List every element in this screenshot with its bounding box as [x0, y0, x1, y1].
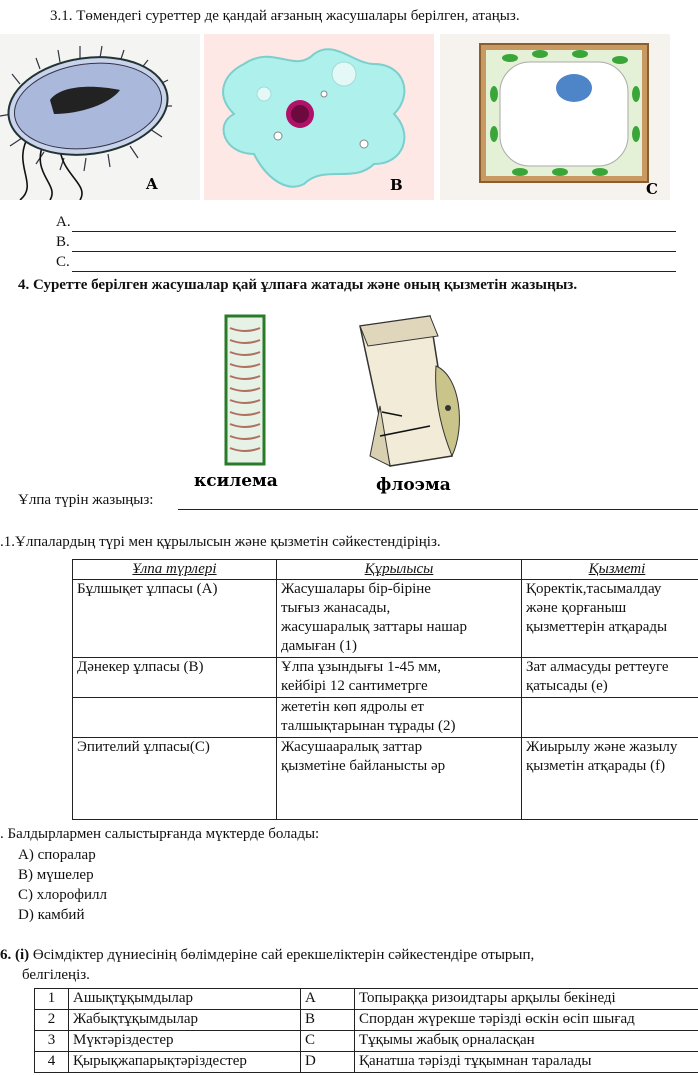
- tissue-type-cell: [73, 698, 277, 738]
- option-b[interactable]: В) мүшелер: [18, 867, 94, 883]
- letter-cell: A: [301, 989, 355, 1010]
- bacterium-cell-illustration: [0, 34, 200, 200]
- question-6-title-line2: белгілеңіз.: [22, 967, 90, 983]
- division-cell: Жабықтұқымдылар: [69, 1010, 301, 1031]
- image-panel-b: [204, 34, 434, 200]
- question-4-1-title: .1.Ұлпалардың түрі мен құрылысын және қызметін сәйкестендіріңіз.: [0, 534, 441, 550]
- plant-cell-illustration: [440, 34, 670, 200]
- answer-b-line[interactable]: [72, 251, 676, 252]
- structure-cell: Ұлпа ұзындығы 1-45 мм, кейбірі 12 сантиметрге: [277, 658, 522, 698]
- feature-cell: Спордан жүрекше тәрізді өскін өсіп шығад: [355, 1010, 698, 1031]
- tissue-type-cell: Дәнекер ұлпасы (В): [73, 658, 277, 698]
- question-6-text: Өсімдіктер дүниесінің бөлімдеріне сай ерекшеліктерін сәйкестендіре отырып,: [32, 947, 535, 963]
- question-6-title: [0, 947, 534, 964]
- xylem-label: ксилема: [194, 471, 278, 491]
- row-number: 4: [35, 1052, 69, 1073]
- feature-cell: Тұқымы жабық орналасқан: [355, 1031, 698, 1052]
- image-c-label: C: [646, 180, 658, 198]
- structure-cell: жететін көп ядролы ет талшықтарынан тұрады (2): [277, 698, 522, 738]
- row-number: 3: [35, 1031, 69, 1052]
- question-4-title: 4. Суретте берілген жасушалар қай ұлпаға жатады және оның қызметін жазыңыз.: [18, 277, 578, 293]
- plant-division-table: [34, 988, 698, 1073]
- xylem-phloem-illustration: [190, 306, 520, 496]
- question-3-1-title: 3.1. Төмендегі суреттер де қандай ағзаның жасушалары берілген, атаңыз.: [50, 8, 520, 24]
- table-row: [35, 1010, 698, 1031]
- header-structure: Құрылысы: [277, 560, 522, 580]
- table-row: [73, 658, 698, 698]
- phloem-label: флоэма: [376, 475, 451, 495]
- table-row: [35, 1031, 698, 1052]
- table-row: [35, 989, 698, 1010]
- letter-cell: B: [301, 1010, 355, 1031]
- answer-a-line[interactable]: [72, 231, 676, 232]
- answer-c-line[interactable]: [72, 271, 676, 272]
- function-cell: [522, 698, 698, 738]
- row-number: 1: [35, 989, 69, 1010]
- table-row: [73, 738, 698, 820]
- function-cell: Қоректік,тасымалдау және қорғаныш қызметтерін атқарады: [522, 580, 698, 658]
- header-function: Қызметі: [522, 560, 698, 580]
- tissue-type-cell: Бұлшықет ұлпасы (А): [73, 580, 277, 658]
- question-6-part: (i): [15, 947, 30, 963]
- letter-cell: D: [301, 1052, 355, 1073]
- division-cell: Қырықжапарықтәріздестер: [69, 1052, 301, 1073]
- table-row: [73, 580, 698, 658]
- division-cell: Мүктәріздестер: [69, 1031, 301, 1052]
- answer-a-label: A.: [56, 214, 71, 230]
- function-cell: Зат алмасуды реттеуге қатысады (е): [522, 658, 698, 698]
- feature-cell: Қанатша тәрізді тұқымнан таралады: [355, 1052, 698, 1073]
- division-cell: Ашықтұқымдылар: [69, 989, 301, 1010]
- amoeba-cell-illustration: [204, 34, 434, 200]
- feature-cell: Топыраққа ризоидтары арқылы бекінеді: [355, 989, 698, 1010]
- option-d[interactable]: D) камбий: [18, 907, 85, 923]
- tissue-type-cell: Эпителий ұлпасы(С): [73, 738, 277, 820]
- image-panel-c: [440, 34, 670, 200]
- answer-c-label: C.: [56, 254, 70, 270]
- tissue-illustration: [190, 306, 520, 496]
- table-row: [73, 698, 698, 738]
- structure-cell: Жасушааралық заттар қызметіне байланысты әр: [277, 738, 522, 820]
- tissue-answer-prompt: Ұлпа түрін жазыңыз:: [18, 492, 154, 508]
- option-a[interactable]: А) споралар: [18, 847, 96, 863]
- image-panel-a: [0, 34, 200, 200]
- tissue-answer-line[interactable]: [178, 509, 698, 510]
- tissue-match-table: [72, 559, 698, 820]
- function-cell: Жиырылу және жазылу қызметін атқарады (f): [522, 738, 698, 820]
- row-number: 2: [35, 1010, 69, 1031]
- option-c[interactable]: С) хлорофилл: [18, 887, 107, 903]
- question-6-number: 6.: [0, 947, 12, 963]
- answer-b-label: B.: [56, 234, 70, 250]
- image-b-label: B: [390, 176, 403, 194]
- structure-cell: Жасушалары бір-біріне тығыз жанасады, жасушаралық заттары нашар дамыған (1): [277, 580, 522, 658]
- letter-cell: C: [301, 1031, 355, 1052]
- image-a-label: A: [146, 175, 158, 193]
- table-row: [35, 1052, 698, 1073]
- header-tissue-type: Ұлпа түрлері: [73, 560, 277, 580]
- question-5-title: . Балдырлармен салыстырғанда мүктерде болады:: [0, 826, 320, 842]
